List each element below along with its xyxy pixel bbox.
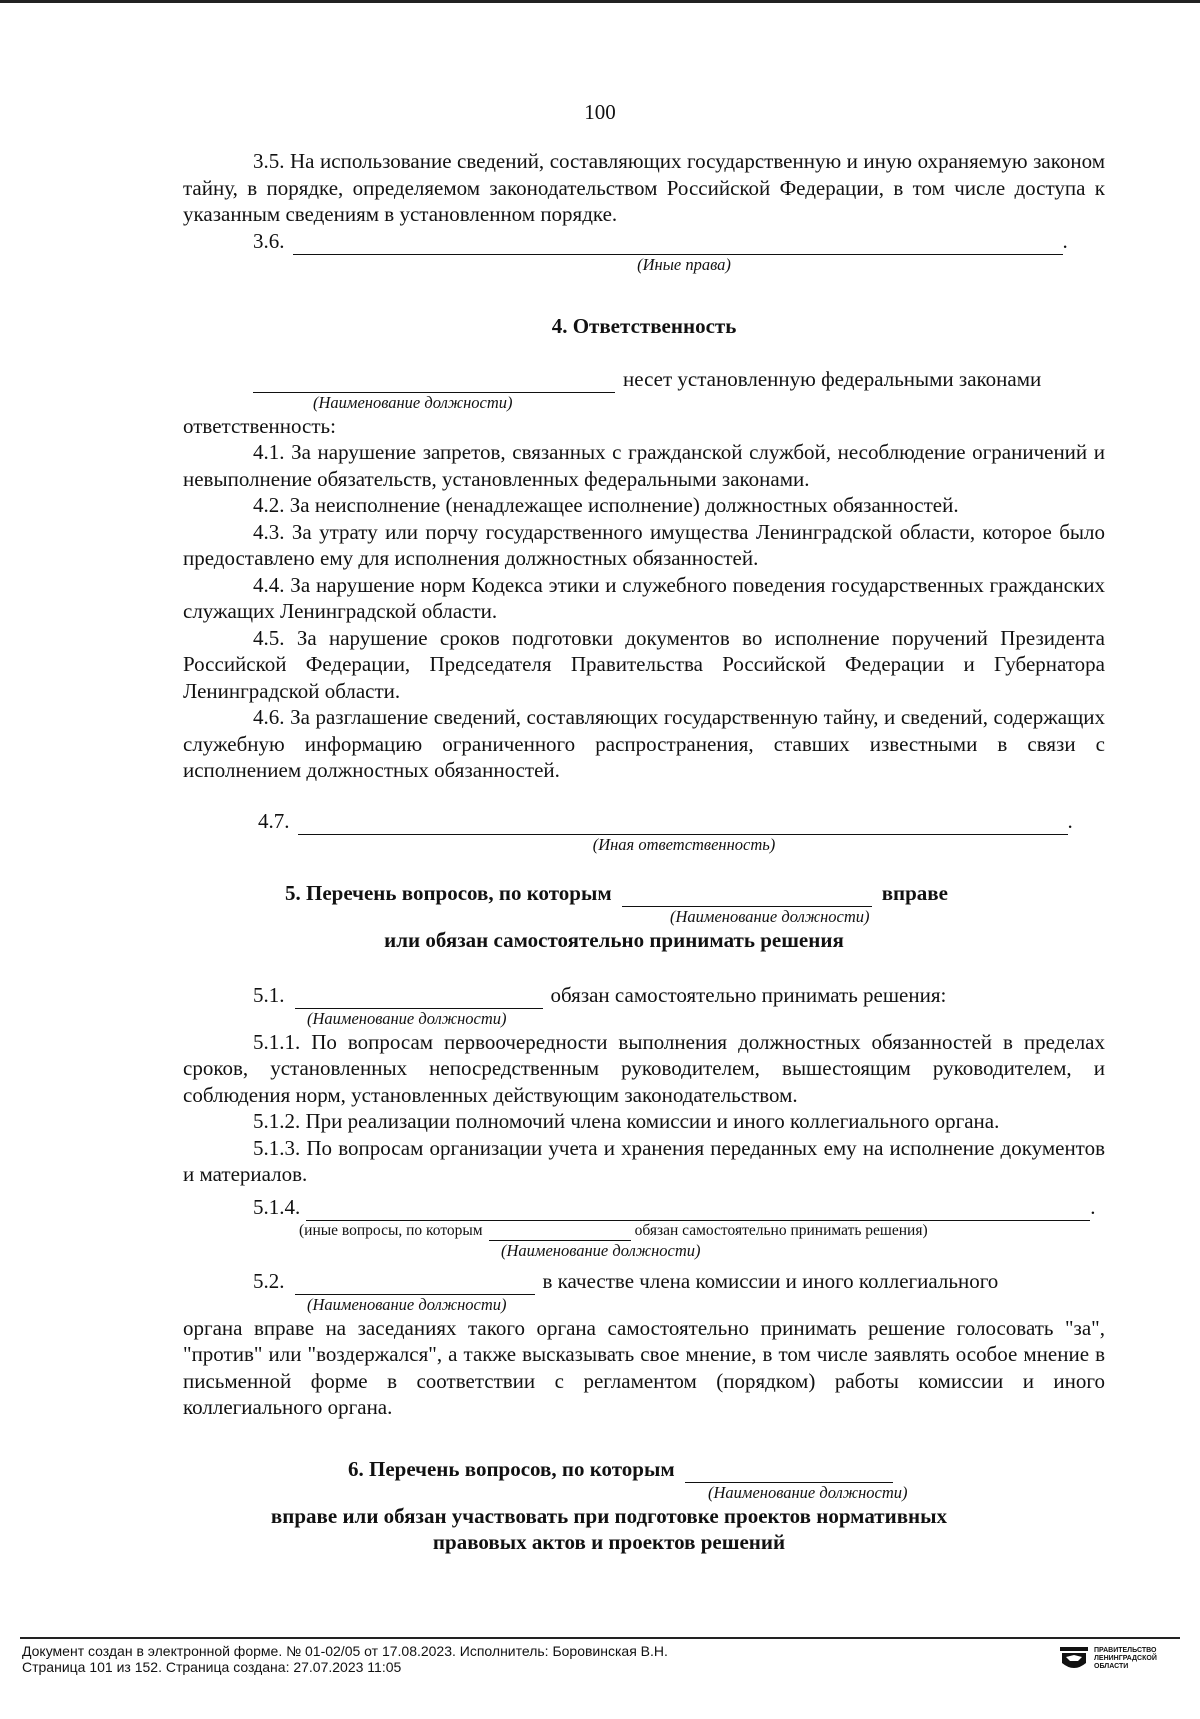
item-number-5-2: 5.2. [253,1269,285,1293]
logo-text [1094,1647,1157,1671]
heading-5-part-a: 5. Перечень вопросов, по которым [285,881,612,905]
paragraph-4-5: 4.5. За нарушение сроков подготовки документов во исполнение поручений Президента Российской Федерации, Председателя Правительства Российской Федерации и Губернатора Ленинградской области. [183,625,1105,703]
heading-6-part-c: правовых актов и проектов решений [432,1530,786,1554]
section-3-5 [183,148,1105,228]
text-5-1: обязан самостоятельно принимать решения: [550,983,947,1007]
heading-6-part-b: вправе или обязан участвовать при подготовке проектов нормативных [270,1503,948,1528]
caption-other-rights: (Иные права) [637,254,731,274]
section-4-7: 4.7. . (Иная ответственность) [183,808,1105,855]
responsibility-intro: несет установленную федеральными законами [623,367,1042,391]
top-border [0,0,1200,3]
footer-line-2: Страница 101 из 152. Страница создана: 27.07.2023 11:05 [22,1658,402,1675]
paragraph-4-6: 4.6. За разглашение сведений, составляющих государственную тайну, и сведений, содержащих служебную информацию ограниченного распространения, ставших известными в связи с исполнением должностных обязанностей. [183,705,1105,782]
text-5-2: в качестве члена комиссии и иного коллегиального [542,1269,999,1293]
caption-other-responsibility: (Иная ответственность) [592,834,776,854]
caption-5-2: (Наименование должности) [307,1294,507,1314]
responsibility-word: ответственность: [183,413,336,438]
caption-5-1: (Наименование должности) [307,1008,507,1028]
blank-line-3-6 [293,234,1063,255]
paragraph-4-1: 4.1. За нарушение запретов, связанных с гражданской службой, несоблюдение ограничений и невыполнение обязательств, установленных федеральными законами. [183,440,1105,491]
item-number-5-1-4: 5.1.4. [253,1195,301,1219]
footer-divider [20,1637,1180,1639]
blank-line-5-2 [295,1274,535,1295]
heading-5-block [183,880,1105,953]
blank-line-5-1 [295,988,543,1009]
item-number-5-1: 5.1. [253,983,285,1007]
section-5-1 [183,982,1105,1188]
paragraph-3-5: 3.5. На использование сведений, составляющих государственную и иную охраняемую законом тайну, в порядке, определяемом законодательством Российской Федерации, в том числе доступа к указанным сведениям в установленном порядке. [183,149,1105,226]
section-5-2 [183,1268,1105,1421]
paragraph-5-1-2: 5.1.2. При реализации полномочий члена комиссии и иного коллегиального органа. [253,1109,1000,1133]
blank-line-position [253,372,615,393]
section-5-1-4: 5.1.4. . (иные вопросы, по которым обязан самостоятельно принимать решения) (Наименование должности) [183,1194,1105,1261]
item-number-3-6: 3.6. [253,229,285,253]
paragraph-5-1-1: 5.1.1. По вопросам первоочередности выполнения должностных обязанностей в пределах сроков, установленных непосредственным руководителем, вышестоящим руководителем, и соблюдения норм, установленных действующим законодательством. [183,1029,1105,1107]
coat-of-arms-icon [1060,1647,1088,1673]
responsibility-intro-block [183,366,1105,784]
paragraph-5-2-body: органа вправе на заседаниях такого органа самостоятельно принимать решение голосовать "за", "против" или "воздержался", а также высказывать свое мнение, в том числе заявлять особое мнение в письменной форме в соответствии с регламентом (порядком) работы комиссии и иного коллегиального органа. [183,1315,1105,1419]
section-3-6: 3.6. . (Иные права) [183,228,1105,275]
heading-5-part-c: или обязан самостоятельно принимать решения [384,927,844,952]
heading-5-part-b: вправе [881,881,948,905]
caption-5-1-4-b: обязан самостоятельно принимать решения) [634,1221,928,1239]
blank-line-caption-5-1-4 [489,1226,631,1241]
government-logo [1060,1647,1157,1673]
footer-meta [22,1644,668,1675]
logo-text-line-2: ЛЕНИНГРАДСКОЙ [1094,1655,1157,1662]
caption-row-5-1-4 [183,1221,1105,1241]
blank-line-heading-6 [685,1462,893,1483]
paragraph-4-4: 4.4. За нарушение норм Кодекса этики и служебного поведения государственных гражданских служащих Ленинградской области. [183,572,1105,623]
heading-6-part-a: 6. Перечень вопросов, по которым [348,1457,675,1481]
paragraph-4-3: 4.3. За утрату или порчу государственного имущества Ленинградской области, которое было предоставлено ему для исполнения должностных обязанностей. [183,519,1105,570]
footer-line-1: Документ создан в электронной форме. № 01-02/05 от 17.08.2023. Исполнитель: Боровинская В.Н. [22,1643,668,1659]
blank-line-5-1-4 [306,1200,1090,1221]
item-number-4-7: 4.7. [258,809,290,833]
paragraph-4-2: 4.2. За неисполнение (ненадлежащее исполнение) должностных обязанностей. [253,493,959,517]
blank-line-heading-5 [622,886,872,907]
caption-5-1-4-a: (иные вопросы, по которым [299,1221,483,1239]
paragraph-5-1-3: 5.1.3. По вопросам организации учета и хранения переданных ему на исполнение документов и материалов. [183,1135,1105,1186]
heading-4-block [183,313,1105,340]
logo-text-line-3: ОБЛАСТИ [1094,1663,1129,1670]
page-number: 100 [584,100,616,124]
heading-responsibility: 4. Ответственность [551,314,737,338]
heading-6-block [183,1456,1105,1556]
caption-heading-6: (Наименование должности) [708,1482,908,1502]
logo-text-line-1: ПРАВИТЕЛЬСТВО [1094,1647,1157,1654]
caption-position-name: (Наименование должности) [313,392,513,412]
caption-5-1-4-position: (Наименование должности) [501,1240,701,1260]
caption-heading-5: (Наименование должности) [670,906,870,926]
blank-line-4-7 [298,814,1068,835]
